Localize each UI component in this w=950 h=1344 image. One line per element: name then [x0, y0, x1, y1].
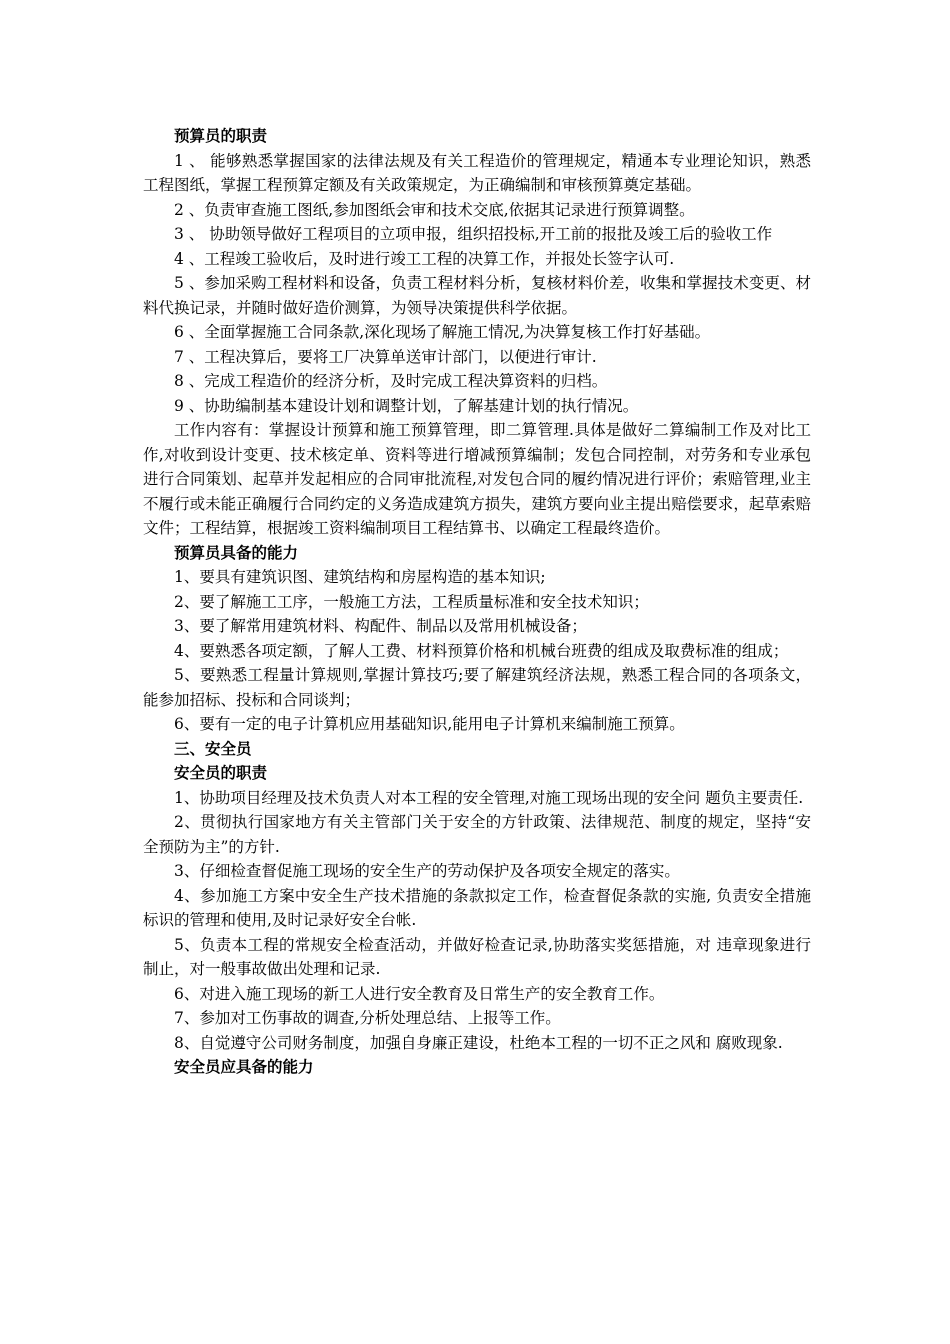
paragraph: 8 、完成工程造价的经济分析，及时完成工程决算资料的归档。 [174, 372, 608, 390]
paragraph: 5、要熟悉工程量计算规则,掌握计算技巧;要了解建筑经济法规，熟悉工程合同的各项条文，能参加招标、投标和合同谈判； [143, 666, 811, 709]
paragraph: 4、要熟悉各项定额，了解人工费、材料预算价格和机械台班费的组成及取费标准的组成； [174, 641, 789, 660]
paragraph: 3、要了解常用建筑材料、构配件、制品以及常用机械设备； [174, 617, 587, 635]
section-heading: 安全员的职责 [174, 763, 268, 782]
section-heading: 安全员应具备的能力 [174, 1057, 314, 1076]
paragraph: 4、参加施工方案中安全生产技术措施的条款拟定工作，检查督促条款的实施, 负责安全措施标识的管理和使用,及时记录好安全台帐. [143, 886, 811, 929]
paragraph: 5 、参加采购工程材料和设备，负责工程材料分析，复核材料价差，收集和掌握技术变更、材料代换记录，并随时做好造价测算，为领导决策提供科学依据。 [143, 274, 811, 317]
section-heading: 预算员的职责 [174, 126, 268, 145]
paragraph: 2 、负责审查施工图纸,参加图纸会审和技术交底,依据其记录进行预算调整。 [174, 200, 695, 219]
paragraph: 5、负责本工程的常规安全检查活动，并做好检查记录,协助落实奖惩措施，对 违章现象进行制止，对一般事故做出处理和记录. [143, 935, 811, 978]
paragraph: 1 、 能够熟悉掌握国家的法律法规及有关工程造价的管理规定，精通本专业理论知识，熟悉工程图纸，掌握工程预算定额及有关政策规定，为正确编制和审核预算奠定基础。 [143, 151, 811, 194]
paragraph: 2、要了解施工工序，一般施工方法，工程质量标准和安全技术知识； [174, 592, 649, 611]
paragraph: 7、参加对工伤事故的调查,分析处理总结、上报等工作。 [174, 1009, 561, 1027]
section-heading: 预算员具备的能力 [174, 542, 299, 562]
paragraph: 4 、工程竣工验收后，及时进行竣工工程的决算工作，并报处长签字认可. [174, 249, 675, 268]
paragraph: 3、仔细检查督促施工现场的安全生产的劳动保护及各项安全规定的落实。 [174, 862, 680, 880]
paragraph: 6 、全面掌握施工合同条款,深化现场了解施工情况,为决算复核工作打好基础。 [174, 323, 711, 341]
paragraph: 8、自觉遵守公司财务制度，加强自身廉正建设，杜绝本工程的一切不正之风和 腐败现象. [174, 1033, 783, 1052]
paragraph: 2、贯彻执行国家地方有关主管部门关于安全的方针政策、法律规范、制度的规定，坚持“安全预防为主”的方针. [143, 813, 811, 856]
paragraph: 6、对进入施工现场的新工人进行安全教育及日常生产的安全教育工作。 [174, 984, 665, 1003]
paragraph: 9 、协助编制基本建设计划和调整计划，了解基建计划的执行情况。 [174, 396, 639, 415]
paragraph: 7 、工程决算后，要将工厂决算单送审计部门，以便进行审计. [174, 347, 597, 366]
paragraph: 3 、 协助领导做好工程项目的立项申报，组织招投标,开工前的报批及竣工后的验收工作 [174, 225, 773, 243]
document-body [143, 124, 811, 1080]
section-heading: 三、安全员 [174, 738, 252, 758]
paragraph: 工作内容有：掌握设计预算和施工预算管理，即二算管理.具体是做好二算编制工作及对比工作,对收到设计变更、技术核定单、资料等进行增减预算编制；发包合同控制，对劳务和专业承包进行合同策划、起草并发起相应的合同审批流程,对发包合同的履约情况进行评价；索赔管理,业主不履行或未能正确履行合同约定的义务造成建筑方损失，建筑方要向业主提出赔偿要求，起草索赔文件；工程结算，根据竣工资料编制项目工程结算书、以确定工程最终造价。 [143, 421, 811, 537]
paragraph: 1、要具有建筑识图、建筑结构和房屋构造的基本知识; [174, 568, 546, 586]
paragraph: 1、协助项目经理及技术负责人对本工程的安全管理,对施工现场出现的安全问 题负主要责任. [174, 788, 804, 807]
paragraph: 6、要有一定的电子计算机应用基础知识,能用电子计算机来编制施工预算。 [174, 715, 685, 733]
